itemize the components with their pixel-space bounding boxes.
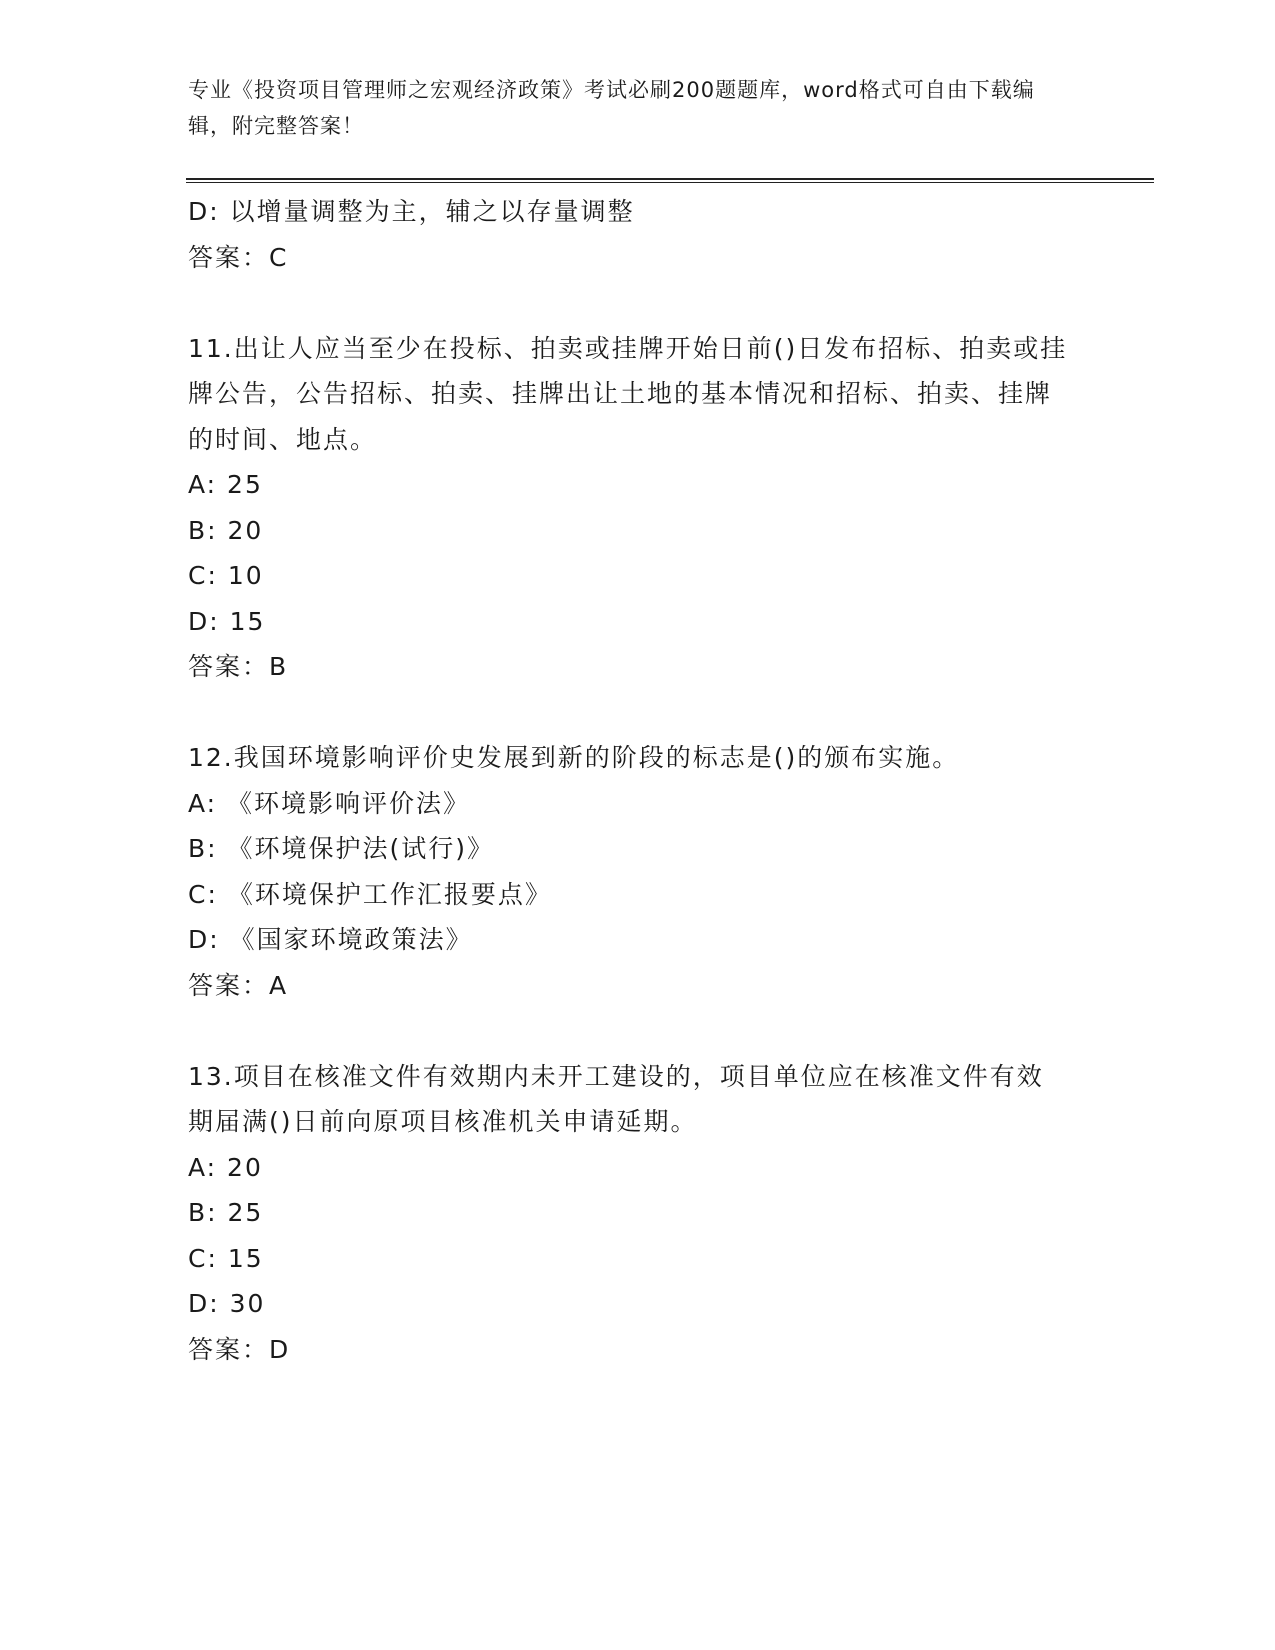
option-a: A: 25 xyxy=(188,470,263,499)
spacer xyxy=(188,1008,1088,1054)
answer: 答案：C xyxy=(188,242,289,272)
question-12 xyxy=(188,735,1088,1008)
option-b: B: 20 xyxy=(188,515,264,545)
question-13 xyxy=(188,1054,1088,1373)
question-11 xyxy=(188,326,1088,690)
option-d: D: 以增量调整为主，辅之以存量调整 xyxy=(188,197,635,226)
answer: 答案：B xyxy=(188,652,289,681)
option-b: B: 25 xyxy=(188,1198,264,1227)
question-stem: 13.项目在核准文件有效期内未开工建设的，项目单位应在核准文件有效期届满()日前向原项目核准机关申请延期。 xyxy=(188,1061,1044,1136)
answer: 答案：A xyxy=(188,970,289,1000)
option-c: C: 15 xyxy=(188,1243,264,1273)
question-stem: 12.我国环境影响评价史发展到新的阶段的标志是()的颁布实施。 xyxy=(188,743,960,772)
option-a: A: 《环境影响评价法》 xyxy=(188,788,471,818)
option-c: C: 《环境保护工作汇报要点》 xyxy=(188,879,552,909)
option-d: D: 《国家环境政策法》 xyxy=(188,925,473,954)
answer: 答案：D xyxy=(188,1334,291,1364)
question-content xyxy=(188,189,1088,1372)
question-stem: 11.出让人应当至少在投标、拍卖或挂牌开始日前()日发布招标、拍卖或挂牌公告，公告招标、拍卖、挂牌出让土地的基本情况和招标、拍卖、挂牌的时间、地点。 xyxy=(188,333,1068,454)
option-a: A: 20 xyxy=(188,1152,263,1182)
option-b: B: 《环境保护法(试行)》 xyxy=(188,834,495,863)
spacer xyxy=(188,280,1088,326)
option-d: D: 15 xyxy=(188,606,266,636)
option-c: C: 10 xyxy=(188,561,264,590)
header-divider xyxy=(186,178,1154,183)
option-d: D: 30 xyxy=(188,1289,266,1318)
spacer xyxy=(188,690,1088,736)
page-header: 专业《投资项目管理师之宏观经济政策》考试必刷200题题库，word格式可自由下载编辑，附完整答案！ xyxy=(188,78,1035,138)
